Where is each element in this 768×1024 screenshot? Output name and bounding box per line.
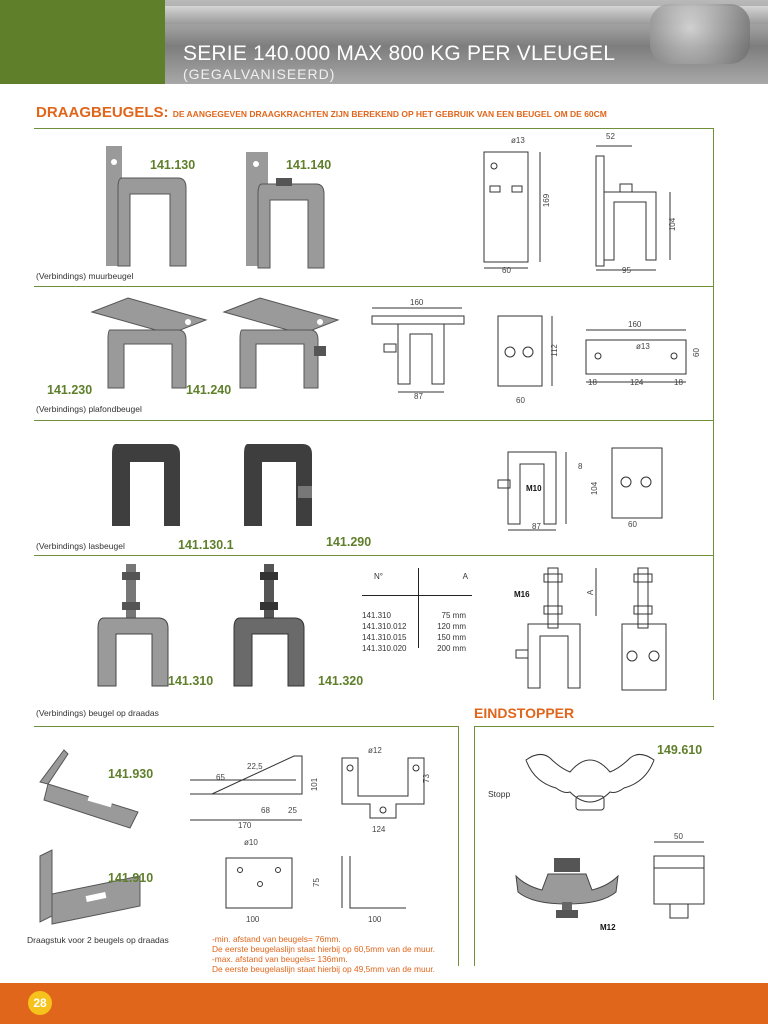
eindstopper-left-line <box>474 726 475 966</box>
code-141320: 141.320 <box>318 674 364 688</box>
bracket-141240-photo <box>220 296 340 396</box>
dim-68: 68 <box>261 806 270 815</box>
row2-right-line <box>713 286 714 420</box>
code-141240: 141.240 <box>186 383 232 397</box>
dim-height-112: 112 <box>549 344 559 357</box>
code-141310: 141.310 <box>168 674 214 688</box>
table-row <box>362 610 472 621</box>
dim-plate-160: 160 <box>410 298 424 307</box>
bottom-left-top-line <box>34 726 458 727</box>
header-clamp-photo <box>650 4 750 64</box>
dim-stopper-50: 50 <box>674 832 683 841</box>
dim-edge-18a: 18 <box>588 378 597 387</box>
dim-hole-12: ø12 <box>368 746 382 755</box>
code-141230: 141.230 <box>47 383 93 397</box>
drawing-141930-front <box>338 752 438 828</box>
code-141290: 141.290 <box>326 535 372 549</box>
dim-75: 75 <box>311 878 321 887</box>
dim-thread-M10: M10 <box>526 484 542 493</box>
drawing-141910-top <box>222 846 302 916</box>
dim-65: 65 <box>216 773 225 782</box>
row1-right-line <box>713 128 714 286</box>
drawing-141310-front <box>510 566 600 694</box>
drawing-141240-top <box>584 326 694 386</box>
drawing-141290-side <box>610 446 670 520</box>
row3-top-line <box>34 420 714 421</box>
table-header-a: A <box>462 572 468 581</box>
dim-edge-18b: 18 <box>674 378 683 387</box>
eindstopper-outline <box>520 742 660 814</box>
table-cell: 75 mm <box>441 611 466 620</box>
dim-hole-13b: ø13 <box>636 342 650 351</box>
table-cell: 150 mm <box>437 633 466 642</box>
caption-draadas: (Verbindings) beugel op draadas <box>36 708 159 718</box>
dim-thickness-8: 8 <box>578 462 583 471</box>
footer-band <box>0 983 768 1024</box>
dim-span-124: 124 <box>630 378 644 387</box>
eindstopper-label: Stopp <box>488 789 511 799</box>
caption-lasbeugel: (Verbindings) lasbeugel <box>36 541 125 551</box>
dim-hole-10: ø10 <box>244 838 258 847</box>
header-green-block <box>0 0 165 84</box>
row2-top-line <box>34 286 714 287</box>
drawing-141140-side <box>590 140 690 280</box>
dim-thread-M16: M16 <box>514 590 530 599</box>
bracket-141310-photo <box>92 562 172 692</box>
drawing-141910-side <box>318 852 408 918</box>
drawing-141930-side <box>186 748 316 832</box>
dim-width-60: 60 <box>502 266 511 275</box>
drawing-141240-front <box>370 304 470 400</box>
dim-100a: 100 <box>246 915 260 924</box>
dim-angle-22: 22,5 <box>247 762 263 771</box>
dim-bolt-M12: M12 <box>600 923 616 932</box>
note-line: De eerste beugelaslijn staat hierbij op 49,5mm van de muur. <box>212 964 435 974</box>
bottom-left-right-line <box>458 726 459 966</box>
table-row <box>362 632 472 643</box>
code-1411301: 141.130.1 <box>178 538 234 552</box>
dim-length-A: A <box>586 589 596 596</box>
page-title: SERIE 140.000 MAX 800 KG PER VLEUGEL <box>183 42 616 65</box>
table-row <box>362 643 472 654</box>
thread-length-table <box>362 572 472 654</box>
dim-top-52: 52 <box>606 132 615 141</box>
dim-height-169: 169 <box>542 193 552 208</box>
table-cell: 141.310.015 <box>362 633 407 642</box>
code-149610: 149.610 <box>657 743 703 757</box>
dim-hole-13: ø13 <box>511 136 525 145</box>
table-header <box>362 572 472 596</box>
dim-top-height-60: 60 <box>691 348 701 357</box>
dim-25: 25 <box>288 806 297 815</box>
code-141140: 141.140 <box>286 158 332 172</box>
dim-width-95: 95 <box>622 266 631 275</box>
eindstopper-drawing <box>650 838 710 922</box>
dim-124b: 124 <box>372 825 386 834</box>
note-line: De eerste beugelaslijn staat hierbij op 60,5mm van de muur. <box>212 944 435 954</box>
section-note: DE AANGEGEVEN DRAAGKRACHTEN ZIJN BEREKEND OP HET GEBRUIK VAN EEN BEUGEL OM DE 60CM <box>172 109 607 119</box>
table-cell: 141.310 <box>362 611 391 620</box>
dim-depth-60: 60 <box>516 396 525 405</box>
eindstopper-top-line <box>474 726 714 727</box>
dim-100b: 100 <box>368 915 382 924</box>
bracket-141230-photo <box>88 296 208 396</box>
row1-top-line <box>34 128 714 129</box>
table-cell: 120 mm <box>437 622 466 631</box>
table-cell: 141.310.012 <box>362 622 407 631</box>
spacing-notes <box>212 934 435 974</box>
table-header-no: N° <box>374 572 383 581</box>
support-141930-photo <box>34 742 144 832</box>
bracket-141320-photo <box>226 562 316 692</box>
bracket-141290-photo <box>236 440 326 530</box>
table-cell: 200 mm <box>437 644 466 653</box>
dim-depth-60b: 60 <box>628 520 637 529</box>
dim-73: 73 <box>421 774 431 783</box>
page-subtitle: (GEGALVANISEERD) <box>183 66 336 82</box>
code-141910: 141.910 <box>108 871 154 885</box>
page-number: 28 <box>28 991 52 1015</box>
row4-top-line <box>34 555 714 556</box>
dim-101: 101 <box>310 777 320 792</box>
table-divider <box>418 568 419 648</box>
row3-right-line <box>713 420 714 555</box>
drawing-141310-side <box>620 566 670 694</box>
code-141930: 141.930 <box>108 767 154 781</box>
dim-170: 170 <box>238 821 252 830</box>
caption-draagstuk: Draagstuk voor 2 beugels op draadas <box>27 935 169 945</box>
code-141130: 141.130 <box>150 158 196 172</box>
drawing-141130-front <box>476 140 556 280</box>
bracket-1411301-photo <box>104 440 184 530</box>
eindstopper-title: EINDSTOPPER <box>474 705 575 721</box>
dim-top-160: 160 <box>628 320 642 329</box>
table-row <box>362 621 472 632</box>
note-line: -max. afstand van beugels= 136mm. <box>212 954 348 964</box>
section-title <box>36 104 607 121</box>
support-141910-photo <box>36 846 146 930</box>
table-cell: 141.310.020 <box>362 644 407 653</box>
eindstopper-photo <box>512 852 622 922</box>
dim-inner-104: 104 <box>668 217 678 232</box>
dim-height-104b: 104 <box>590 481 600 496</box>
caption-plafondbeugel: (Verbindings) plafondbeugel <box>36 404 142 414</box>
row4-right-line <box>713 555 714 700</box>
caption-muurbeugel: (Verbindings) muurbeugel <box>36 271 134 281</box>
dim-width-87: 87 <box>532 522 541 531</box>
dim-inner-87: 87 <box>414 392 423 401</box>
section-title-text: DRAAGBEUGELS: <box>36 104 169 121</box>
note-line: -min. afstand van beugels= 76mm. <box>212 934 341 944</box>
